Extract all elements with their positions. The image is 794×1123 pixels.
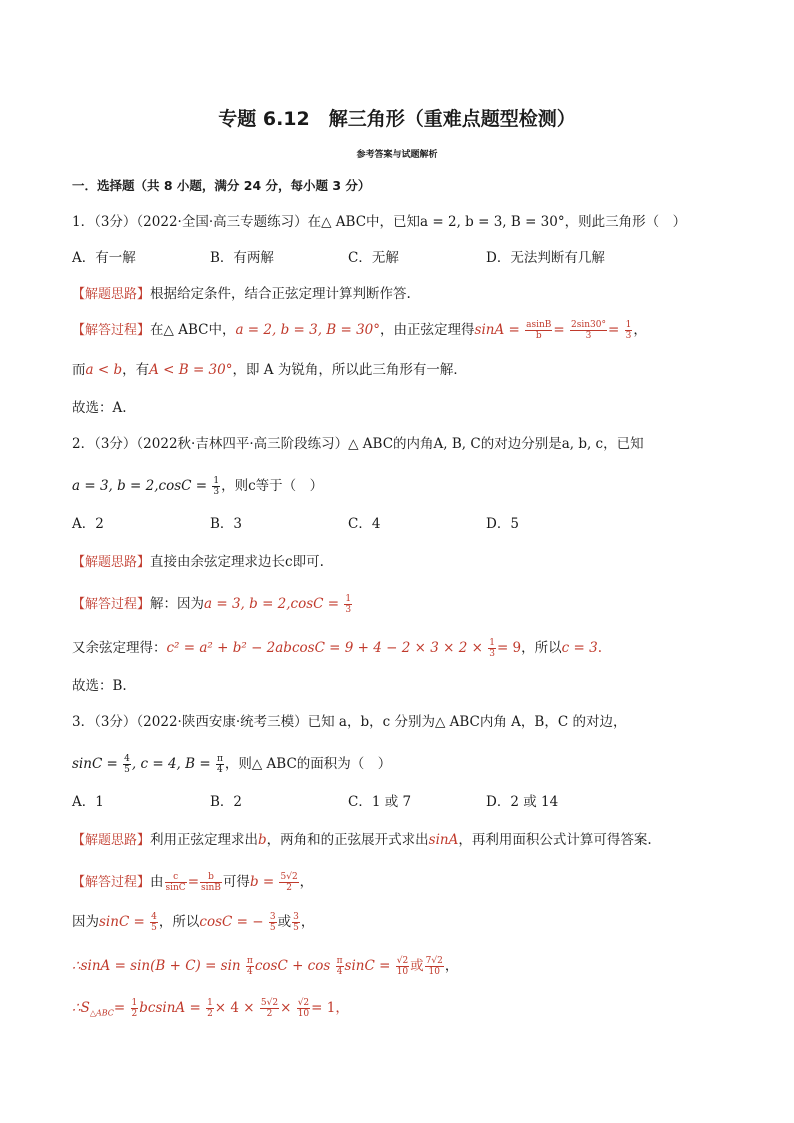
fraction-denominator: sinB bbox=[201, 883, 221, 893]
q3-math: cosC = − bbox=[199, 914, 264, 930]
fraction-denominator: 3 bbox=[489, 649, 495, 659]
q1-answer: 故选：A. bbox=[72, 400, 127, 416]
q3-text: ，再利用面积公式计算可得答案. bbox=[458, 832, 652, 848]
fraction bbox=[165, 872, 187, 893]
fraction bbox=[297, 998, 310, 1019]
fraction-denominator: 3 bbox=[585, 331, 592, 341]
q1-idea-text: 根据给定条件，结合正弦定理计算判断作答. bbox=[150, 286, 411, 302]
q2-math: a = 3, b = 2,cosC = bbox=[72, 478, 208, 494]
q3-text: ，所以 bbox=[158, 914, 200, 930]
q3-text: ， bbox=[300, 914, 315, 930]
fraction bbox=[570, 320, 607, 341]
q3-process-line-4 bbox=[72, 998, 349, 1024]
fraction-denominator: 10 bbox=[396, 967, 409, 977]
q3-text: ， bbox=[444, 958, 459, 974]
fraction bbox=[396, 956, 409, 977]
q1-process-line-2 bbox=[72, 360, 467, 380]
fraction-denominator: 3 bbox=[213, 487, 220, 497]
fraction-numerator: 1 bbox=[625, 320, 632, 330]
fraction-numerator: 1 bbox=[345, 594, 352, 604]
fraction-numerator: 1 bbox=[213, 476, 220, 486]
process-tag: 【解答过程】 bbox=[72, 323, 151, 338]
q1-math: = bbox=[608, 322, 620, 338]
fraction-numerator: b bbox=[200, 872, 222, 883]
q2-process-line-2 bbox=[72, 638, 602, 659]
q3-math: sinC = bbox=[344, 958, 391, 974]
fraction bbox=[525, 320, 552, 341]
fraction bbox=[279, 872, 298, 893]
fraction-numerator: 1 bbox=[207, 998, 213, 1008]
fraction bbox=[131, 998, 139, 1019]
q1-math: a < b bbox=[85, 362, 123, 378]
q3-math: = bbox=[187, 874, 200, 890]
fraction bbox=[206, 998, 214, 1019]
q2-option-c: C．4 bbox=[348, 516, 381, 532]
q3-text: ，两角和的正弦展开式求出 bbox=[266, 832, 429, 848]
fraction-numerator: 1 bbox=[489, 638, 495, 648]
q1-option-b: B．有两解 bbox=[210, 250, 274, 266]
page-title: 专题 6.12 解三角形（重难点题型检测） bbox=[218, 108, 576, 130]
q2-math: c = 3 bbox=[561, 640, 598, 656]
q2-math: c² = a² + b² − 2abcosC = 9 + 4 − 2 × 3 × 2 × bbox=[166, 640, 483, 656]
fraction-denominator: 3 bbox=[625, 331, 632, 341]
q3-process-line-2 bbox=[72, 912, 314, 933]
fraction-denominator: 2 bbox=[286, 883, 292, 893]
fraction bbox=[425, 956, 444, 977]
q3-math: b = bbox=[249, 874, 275, 890]
q3-process-line-3 bbox=[72, 956, 458, 977]
q1-process-line-1 bbox=[72, 320, 647, 341]
q1-text: 而 bbox=[72, 362, 86, 378]
fraction bbox=[292, 912, 300, 933]
q2-answer: 故选：B. bbox=[72, 678, 127, 694]
q3-math-subscript: △ABC bbox=[89, 1008, 114, 1018]
fraction-numerator: asinB bbox=[526, 320, 552, 330]
q1-math: a = 2, b = 3, B = 30° bbox=[235, 322, 381, 338]
q2-text: 又余弦定理得： bbox=[72, 640, 167, 656]
q3-math: cosC + cos bbox=[254, 958, 331, 974]
fraction-denominator: sinC bbox=[165, 883, 186, 893]
fraction-numerator: c bbox=[165, 872, 187, 883]
fraction-denominator: b bbox=[535, 331, 542, 341]
q3-option-b: B．2 bbox=[210, 794, 243, 810]
q2-option-a: A．2 bbox=[72, 516, 104, 532]
q2-option-b: B．3 bbox=[210, 516, 243, 532]
q3-text: 可得 bbox=[222, 874, 250, 890]
q1-math: sinA = bbox=[474, 322, 520, 338]
fraction bbox=[212, 476, 220, 497]
q3-math: sinC = bbox=[72, 756, 118, 772]
fraction-numerator: √2 bbox=[297, 998, 310, 1008]
fraction bbox=[488, 638, 496, 659]
q3-math: ∴sinA = sin(B + C) = sin bbox=[72, 958, 241, 974]
q2-idea-text: 直接由余弦定理求边长c即可. bbox=[150, 554, 324, 570]
fraction bbox=[625, 320, 633, 341]
q3-option-d: D．2 或 14 bbox=[486, 794, 559, 810]
idea-tag: 【解题思路】 bbox=[72, 833, 151, 848]
q3-text: ， bbox=[299, 874, 314, 890]
fraction bbox=[216, 754, 224, 775]
fraction-numerator: π bbox=[246, 956, 253, 966]
q3-text: 或 bbox=[277, 914, 292, 930]
fraction bbox=[344, 594, 352, 615]
fraction-denominator: 5 bbox=[293, 923, 299, 933]
fraction-denominator: 3 bbox=[345, 605, 352, 615]
q2-option-d: D．5 bbox=[486, 516, 519, 532]
fraction-numerator: √2 bbox=[396, 956, 409, 966]
fraction-denominator: 10 bbox=[297, 1009, 310, 1019]
fraction-numerator: 3 bbox=[293, 912, 299, 922]
fraction-numerator: 1 bbox=[131, 998, 138, 1008]
q2-math: a = 3, b = 2,cosC = bbox=[204, 596, 340, 612]
fraction bbox=[336, 956, 344, 977]
q3-text: 因为 bbox=[72, 914, 99, 930]
q1-text: ，由正弦定理得 bbox=[380, 322, 475, 338]
q3-text: 由 bbox=[150, 874, 164, 890]
fraction-denominator: 4 bbox=[247, 967, 253, 977]
q3-process-line-1 bbox=[72, 872, 313, 893]
q3-math: sinC = bbox=[99, 914, 145, 930]
q3-option-a: A．1 bbox=[72, 794, 104, 810]
q1-text: ， bbox=[633, 322, 647, 338]
fraction-numerator: 5√2 bbox=[260, 998, 279, 1008]
q1-text: ，即 A 为锐角，所以此三角形有一解． bbox=[232, 362, 467, 378]
fraction-numerator: π bbox=[216, 754, 223, 764]
process-tag: 【解答过程】 bbox=[72, 597, 151, 612]
q1-idea bbox=[72, 284, 411, 305]
q3-math: = 1， bbox=[311, 1000, 349, 1016]
fraction bbox=[123, 754, 131, 775]
fraction-numerator: 7√2 bbox=[425, 956, 443, 966]
q3-text: 利用正弦定理求出 bbox=[150, 832, 259, 848]
fraction bbox=[269, 912, 277, 933]
q1-option-a: A．有一解 bbox=[72, 250, 136, 266]
q3-math: × 4 × bbox=[214, 1000, 255, 1016]
q2-text: ，所以 bbox=[521, 640, 562, 656]
fraction-denominator: 2 bbox=[207, 1009, 213, 1019]
q3-math: , c = 4, B = bbox=[131, 756, 211, 772]
fraction bbox=[200, 872, 222, 893]
idea-tag: 【解题思路】 bbox=[72, 287, 151, 302]
q2-math: = 9 bbox=[496, 640, 522, 656]
fraction-denominator: 2 bbox=[131, 1009, 138, 1019]
q1-option-c: C．无解 bbox=[348, 250, 399, 266]
fraction-denominator: 4 bbox=[336, 967, 343, 977]
fraction-denominator: 5 bbox=[124, 765, 130, 775]
q3-stem-line-2 bbox=[72, 754, 391, 775]
fraction bbox=[150, 912, 158, 933]
q1-text: ，有 bbox=[122, 362, 150, 378]
fraction-denominator: 4 bbox=[217, 765, 223, 775]
section-heading: 一．选择题（共 8 小题，满分 24 分，每小题 3 分） bbox=[72, 178, 371, 193]
q3-text: ，则△ ABC的面积为（ ） bbox=[224, 756, 392, 772]
q2-stem: 2．（3分）（2022秋·吉林四平·高三阶段练习）△ ABC的内角A, B, C的对边分别是a, b, c，已知 bbox=[72, 436, 644, 452]
q3-idea bbox=[72, 830, 652, 851]
fraction-denominator: 5 bbox=[151, 923, 157, 933]
q2-text: 解：因为 bbox=[150, 596, 205, 612]
q2-text: ，则c等于（ ） bbox=[221, 478, 324, 494]
fraction bbox=[260, 998, 279, 1019]
q2-idea bbox=[72, 552, 324, 573]
q2-text: . bbox=[597, 640, 602, 656]
q3-stem: 3．（3分）（2022·陕西安康·统考三模）已知 a，b，c 分别为△ ABC内角 A，B，C 的对边， bbox=[72, 714, 627, 730]
fraction-denominator: 2 bbox=[266, 1009, 273, 1019]
q3-math: bcsinA = bbox=[139, 1000, 201, 1016]
q3-option-c: C．1 或 7 bbox=[348, 794, 412, 810]
q2-stem-line-2 bbox=[72, 476, 323, 497]
q1-option-d: D．无法判断有几解 bbox=[486, 250, 605, 266]
fraction-denominator: 10 bbox=[428, 967, 440, 977]
q1-math: A < B = 30° bbox=[149, 362, 233, 378]
q2-process-line-1 bbox=[72, 594, 353, 615]
q3-math: sinA bbox=[428, 832, 459, 848]
fraction-numerator: 2sin30° bbox=[571, 320, 606, 330]
fraction-numerator: 4 bbox=[124, 754, 130, 764]
q1-text: 在△ ABC中， bbox=[150, 322, 236, 338]
fraction-numerator: π bbox=[336, 956, 343, 966]
page-subtitle: 参考答案与试题解析 bbox=[356, 150, 438, 160]
fraction bbox=[246, 956, 254, 977]
q3-math: × bbox=[280, 1000, 292, 1016]
q3-math: b bbox=[258, 832, 267, 848]
q1-stem: 1．（3分）（2022·全国·高三专题练习）在△ ABC中，已知a = 2, b = 3, B = 30°，则此三角形（ ） bbox=[72, 214, 687, 230]
fraction-numerator: 4 bbox=[151, 912, 157, 922]
q1-math: = bbox=[553, 322, 565, 338]
process-tag: 【解答过程】 bbox=[72, 875, 151, 890]
fraction-numerator: 3 bbox=[269, 912, 276, 922]
fraction-denominator: 5 bbox=[269, 923, 276, 933]
q3-math: = bbox=[113, 1000, 126, 1016]
q3-math: ∴S bbox=[72, 1000, 90, 1016]
fraction-numerator: 5√2 bbox=[280, 872, 298, 882]
idea-tag: 【解题思路】 bbox=[72, 555, 151, 570]
q3-text: 或 bbox=[410, 958, 424, 974]
